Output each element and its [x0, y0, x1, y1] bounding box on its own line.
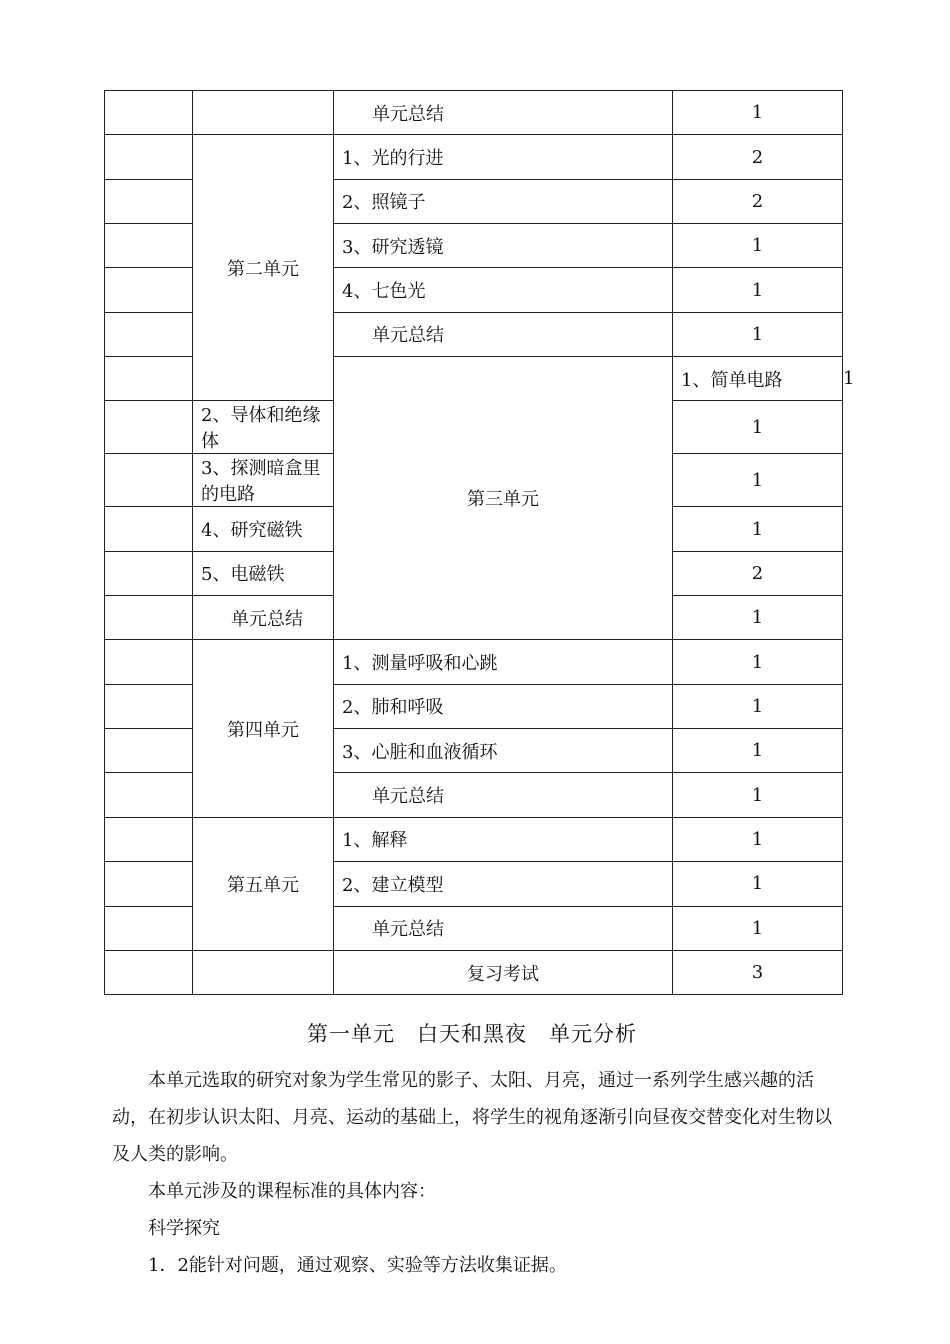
hours-cell: 1	[673, 596, 843, 640]
table-row	[105, 135, 843, 179]
number-cell	[105, 640, 193, 684]
hours-cell: 1	[673, 862, 843, 906]
number-cell	[105, 817, 193, 861]
unit-cell	[193, 91, 334, 135]
lesson-cell: 4、研究磁铁	[193, 507, 334, 551]
lesson-cell: 2、照镜子	[334, 179, 673, 223]
lesson-cell: 单元总结	[193, 596, 334, 640]
number-cell	[105, 551, 193, 595]
table-row: 第三单元 1、简单电路 1	[105, 357, 843, 401]
hours-cell: 1	[673, 773, 843, 817]
lesson-cell: 单元总结	[334, 906, 673, 950]
table-row	[105, 950, 843, 994]
hours-cell: 2	[673, 135, 843, 179]
lesson-cell: 2、建立模型	[334, 862, 673, 906]
hours-cell: 3	[673, 950, 843, 994]
number-cell	[105, 507, 193, 551]
course-schedule-table	[104, 90, 855, 995]
unit-cell: 第三单元	[334, 357, 673, 640]
hours-cell: 1	[673, 224, 843, 268]
lesson-cell: 1、解释	[334, 817, 673, 861]
number-cell	[105, 91, 193, 135]
lesson-cell: 1、测量呼吸和心跳	[334, 640, 673, 684]
number-cell	[105, 312, 193, 356]
unit-analysis-section	[112, 1018, 832, 1284]
standards-intro: 本单元涉及的课程标准的具体内容：	[148, 1181, 436, 1202]
section-heading: 第一单元 白天和黑夜 单元分析	[307, 1022, 637, 1046]
hours-cell: 1	[673, 640, 843, 684]
unit-cell	[193, 950, 334, 994]
hours-cell: 1	[673, 817, 843, 861]
lesson-cell: 3、研究透镜	[334, 224, 673, 268]
number-cell	[105, 950, 193, 994]
table-row	[105, 817, 843, 861]
hours-cell: 1	[673, 268, 843, 312]
hours-cell: 1	[673, 312, 843, 356]
number-cell	[105, 773, 193, 817]
lesson-cell: 复习考试	[334, 950, 673, 994]
intro-paragraph: 本单元选取的研究对象为学生常见的影子、太阳、月亮，通过一系列学生感兴趣的活动，在初步认识太阳、月亮、运动的基础上，将学生的视角逐渐引向昼夜交替变化对生物以及人类的影响。	[112, 1070, 832, 1165]
lesson-cell: 1、简单电路	[673, 357, 843, 401]
hours-cell: 1	[673, 91, 843, 135]
number-cell	[105, 135, 193, 179]
hours-cell: 1	[673, 684, 843, 728]
hours-cell: 1	[673, 507, 843, 551]
lesson-cell: 3、探测暗盒里的电路	[193, 454, 334, 507]
lesson-cell: 单元总结	[334, 91, 673, 135]
number-cell	[105, 224, 193, 268]
lesson-cell: 3、心脏和血液循环	[334, 729, 673, 773]
lesson-cell: 2、肺和呼吸	[334, 684, 673, 728]
number-cell	[105, 729, 193, 773]
schedule-body	[105, 91, 855, 995]
hours-cell: 1	[673, 906, 843, 950]
table-row	[105, 91, 843, 135]
hours-cell: 1	[673, 401, 843, 454]
lesson-cell: 5、电磁铁	[193, 551, 334, 595]
hours-cell: 1	[673, 454, 843, 507]
hours-cell: 2	[673, 551, 843, 595]
hours-cell: 2	[673, 179, 843, 223]
standards-category: 科学探究	[148, 1218, 220, 1239]
table-row	[105, 640, 843, 684]
number-cell	[105, 862, 193, 906]
lesson-cell: 单元总结	[334, 773, 673, 817]
hours-cell: 1	[673, 729, 843, 773]
lesson-cell: 1、光的行进	[334, 135, 673, 179]
number-cell	[105, 596, 193, 640]
unit-cell: 第四单元	[193, 640, 334, 817]
number-cell	[105, 357, 193, 401]
standards-item: 1．2能针对问题，通过观察、实验等方法收集证据。	[148, 1255, 567, 1276]
number-cell	[105, 401, 193, 454]
number-cell	[105, 454, 193, 507]
number-cell	[105, 684, 193, 728]
unit-cell: 第二单元	[193, 135, 334, 401]
number-cell	[105, 906, 193, 950]
lesson-cell: 单元总结	[334, 312, 673, 356]
number-cell	[105, 179, 193, 223]
lesson-cell: 2、导体和绝缘体	[193, 401, 334, 454]
number-cell	[105, 268, 193, 312]
unit-cell: 第五单元	[193, 817, 334, 950]
lesson-cell: 4、七色光	[334, 268, 673, 312]
